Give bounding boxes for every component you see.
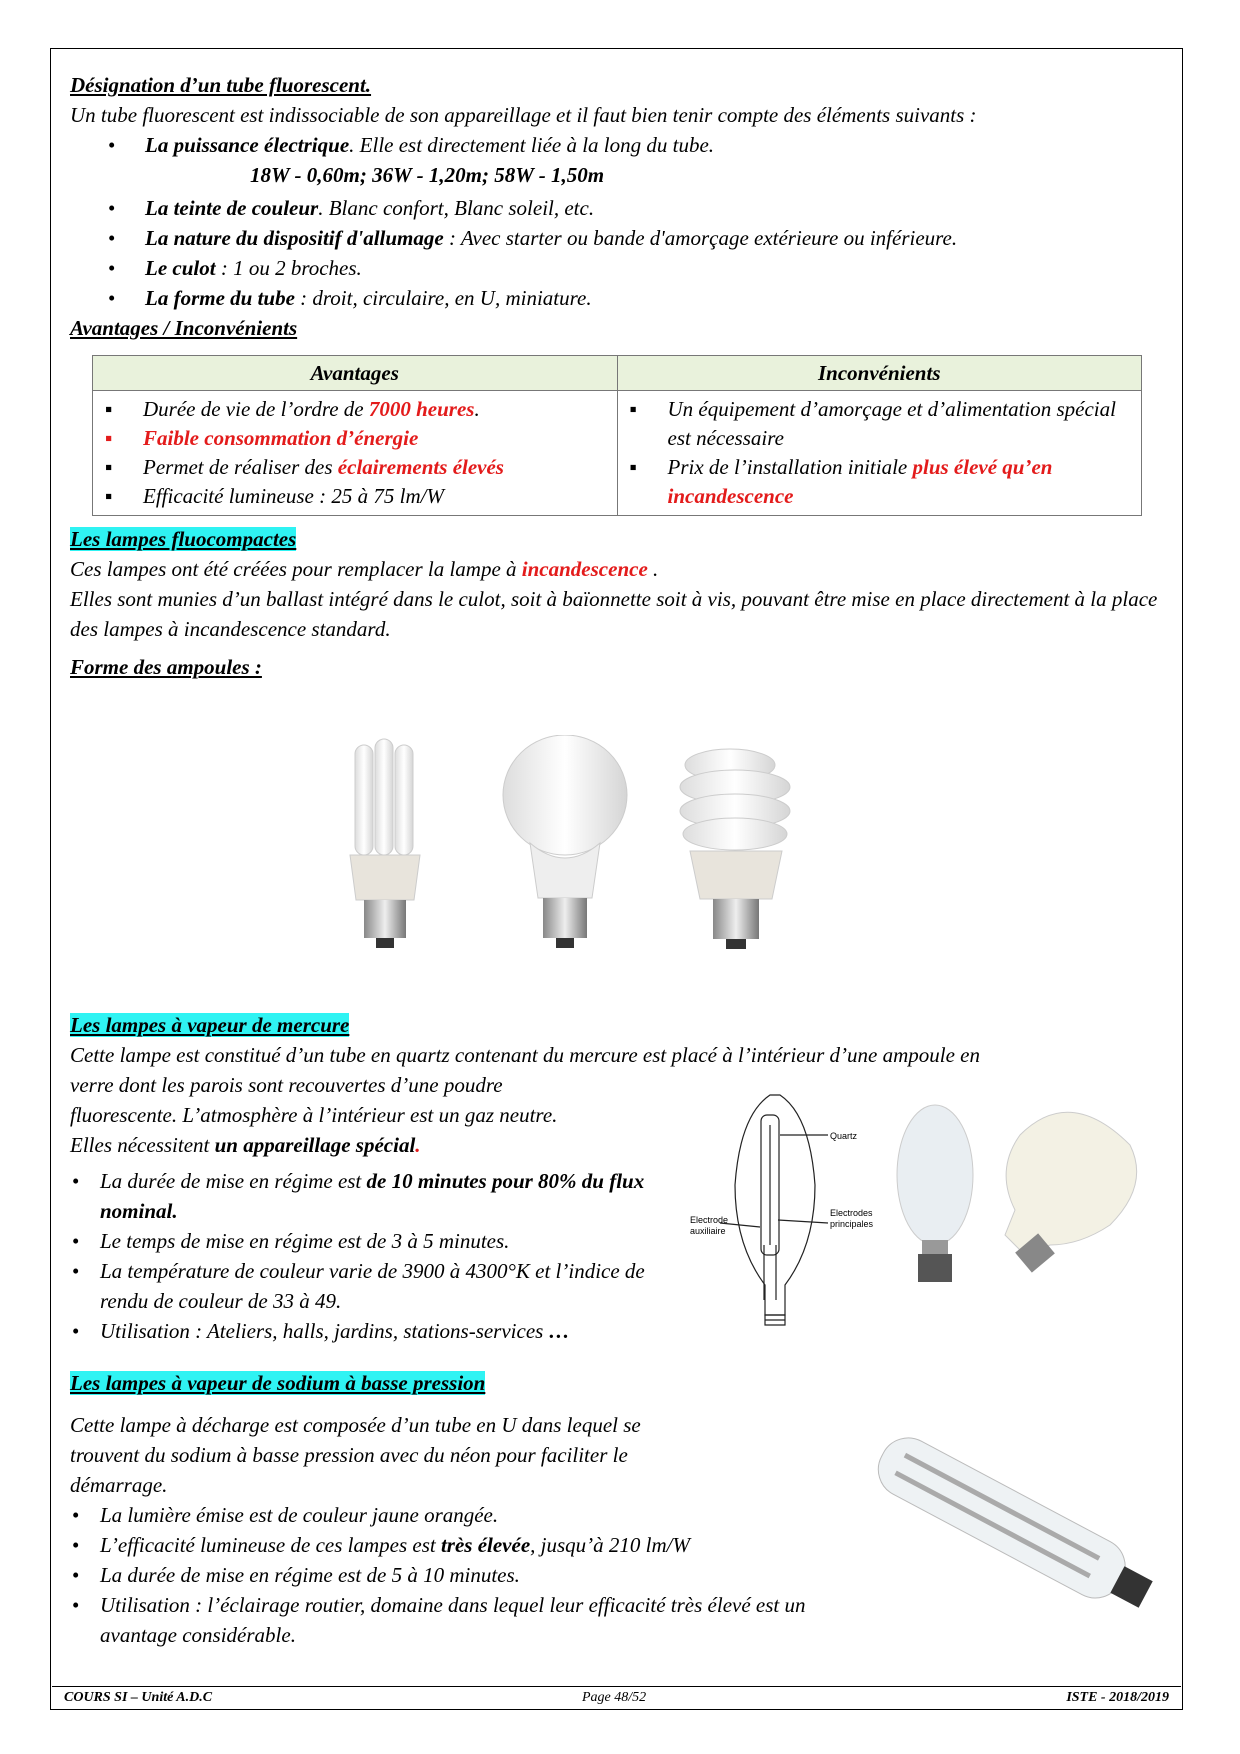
cfl-bulbs-image bbox=[330, 735, 810, 955]
mercury-lamp-diagram bbox=[720, 1095, 828, 1325]
table-row: ▪ Faible consommation d’énergie bbox=[103, 424, 617, 453]
footer-institute: ISTE - 2018/2019 bbox=[1066, 1690, 1169, 1705]
reflector-mercury-lamp-icon bbox=[1005, 1112, 1137, 1272]
section-title-fluorescent: Désignation d’un tube fluorescent. bbox=[70, 73, 372, 97]
mercury-lamp-images bbox=[680, 1085, 1180, 1335]
cfl-text-2: Elles sont munies d’un ballast intégré dans le culot, soit à baïonnette soit à vis, pouvant être mise en place directement à la place des lampes à incandescence standard. bbox=[70, 587, 1158, 641]
characteristics-list-2 bbox=[70, 193, 1170, 313]
list-item: • La température de couleur varie de 3900 à 4300°K et l’indice de rendu de couleur de 33 à 49. bbox=[70, 1256, 670, 1316]
mercury-text-2: verre dont les parois sont recouvertes d’une poudre bbox=[70, 1073, 503, 1097]
list-item: • Le culot : 1 ou 2 broches. bbox=[70, 253, 1170, 283]
list-item: • Utilisation : Ateliers, halls, jardins, stations-services … bbox=[70, 1316, 670, 1346]
list-item: • La durée de mise en régime est de 10 minutes pour 80% du flux nominal. bbox=[70, 1166, 670, 1226]
characteristics-list bbox=[70, 130, 1170, 160]
table-row: ▪ Un équipement d’amorçage et d’alimentation spécial est nécessaire bbox=[628, 395, 1142, 453]
sodium-text-2: trouvent du sodium à basse pression avec du néon pour faciliter le bbox=[70, 1443, 628, 1467]
table-row: ▪ Efficacité lumineuse : 25 à 75 lm/W bbox=[103, 482, 617, 511]
sodium-list bbox=[70, 1500, 830, 1650]
document-body bbox=[70, 70, 1170, 682]
drawbacks-cell bbox=[617, 391, 1142, 516]
list-item: • La lumière émise est de couleur jaune orangée. bbox=[70, 1500, 830, 1530]
label-electrodes: Electrodes bbox=[830, 1208, 873, 1218]
section-title-sodium: Les lampes à vapeur de sodium à basse pression bbox=[70, 1371, 486, 1395]
page-footer bbox=[52, 1686, 1181, 1709]
list-item: • La forme du tube : droit, circulaire, en U, miniature. bbox=[70, 283, 1170, 313]
spiral-cfl-icon bbox=[680, 749, 790, 949]
mercury-text-3: fluorescente. L’atmosphère à l’intérieur est un gaz neutre. bbox=[70, 1103, 558, 1127]
list-item: • La puissance électrique. Elle est directement liée à la long du tube. bbox=[70, 130, 1170, 160]
label-electrode-aux: Electrode bbox=[690, 1215, 729, 1225]
footer-page: Page 48/52 bbox=[582, 1690, 647, 1705]
sodium-lamp-image bbox=[845, 1425, 1185, 1625]
list-item: • La teinte de couleur. Blanc confort, Blanc soleil, etc. bbox=[70, 193, 1170, 223]
footer-course: COURS SI – Unité A.D.C bbox=[64, 1690, 213, 1705]
tube-cfl-icon bbox=[350, 739, 420, 948]
advantages-table bbox=[92, 355, 1142, 516]
sodium-text-3: démarrage. bbox=[70, 1473, 168, 1497]
list-item: • Le temps de mise en régime est de 3 à 5 minutes. bbox=[70, 1226, 670, 1256]
mercury-text-1: Cette lampe est constitué d’un tube en quartz contenant du mercure est placé à l’intérieur d’une ampoule en bbox=[70, 1043, 980, 1067]
cfl-text-1: Ces lampes ont été créées pour remplacer la lampe à incandescence . bbox=[70, 557, 659, 581]
table-row: ▪ Prix de l’installation initiale plus élevé qu’en incandescence bbox=[628, 453, 1142, 511]
ellipsoid-mercury-lamp-icon bbox=[897, 1105, 973, 1282]
globe-cfl-icon bbox=[503, 735, 627, 948]
section-title-cfl: Les lampes fluocompactes bbox=[70, 527, 297, 551]
power-lengths: 18W - 0,60m; 36W - 1,20m; 58W - 1,50m bbox=[250, 163, 605, 187]
bulb-shapes-title: Forme des ampoules : bbox=[70, 655, 262, 679]
table-header-drawbacks: Inconvénients bbox=[617, 356, 1142, 391]
list-item: • La durée de mise en régime est de 5 à 10 minutes. bbox=[70, 1560, 830, 1590]
table-row: ▪ Durée de vie de l’ordre de 7000 heures. bbox=[103, 395, 617, 424]
mercury-list bbox=[70, 1166, 670, 1346]
label-quartz: Quartz bbox=[830, 1131, 858, 1141]
table-row: ▪ Permet de réaliser des éclairements élevés bbox=[103, 453, 617, 482]
intro-text: Un tube fluorescent est indissociable de son appareillage et il faut bien tenir compte des éléments suivants : bbox=[70, 103, 977, 127]
label-principales: principales bbox=[830, 1219, 874, 1229]
section-title-advantages: Avantages / Inconvénients bbox=[70, 316, 298, 340]
list-item: • La nature du dispositif d'allumage : Avec starter ou bande d'amorçage extérieure ou inférieure. bbox=[70, 223, 1170, 253]
table-header-advantages: Avantages bbox=[93, 356, 618, 391]
section-title-mercury: Les lampes à vapeur de mercure bbox=[70, 1013, 350, 1037]
sodium-text-1: Cette lampe à décharge est composée d’un tube en U dans lequel se bbox=[70, 1413, 641, 1437]
label-auxiliaire: auxiliaire bbox=[690, 1226, 726, 1236]
list-item: • L’efficacité lumineuse de ces lampes est très élevée, jusqu’à 210 lm/W bbox=[70, 1530, 830, 1560]
list-item: • Utilisation : l’éclairage routier, domaine dans lequel leur efficacité très élevé est un avantage considérable. bbox=[70, 1590, 830, 1650]
mercury-text-4: Elles nécessitent un appareillage spécial. bbox=[70, 1133, 421, 1157]
advantages-cell bbox=[93, 391, 618, 516]
